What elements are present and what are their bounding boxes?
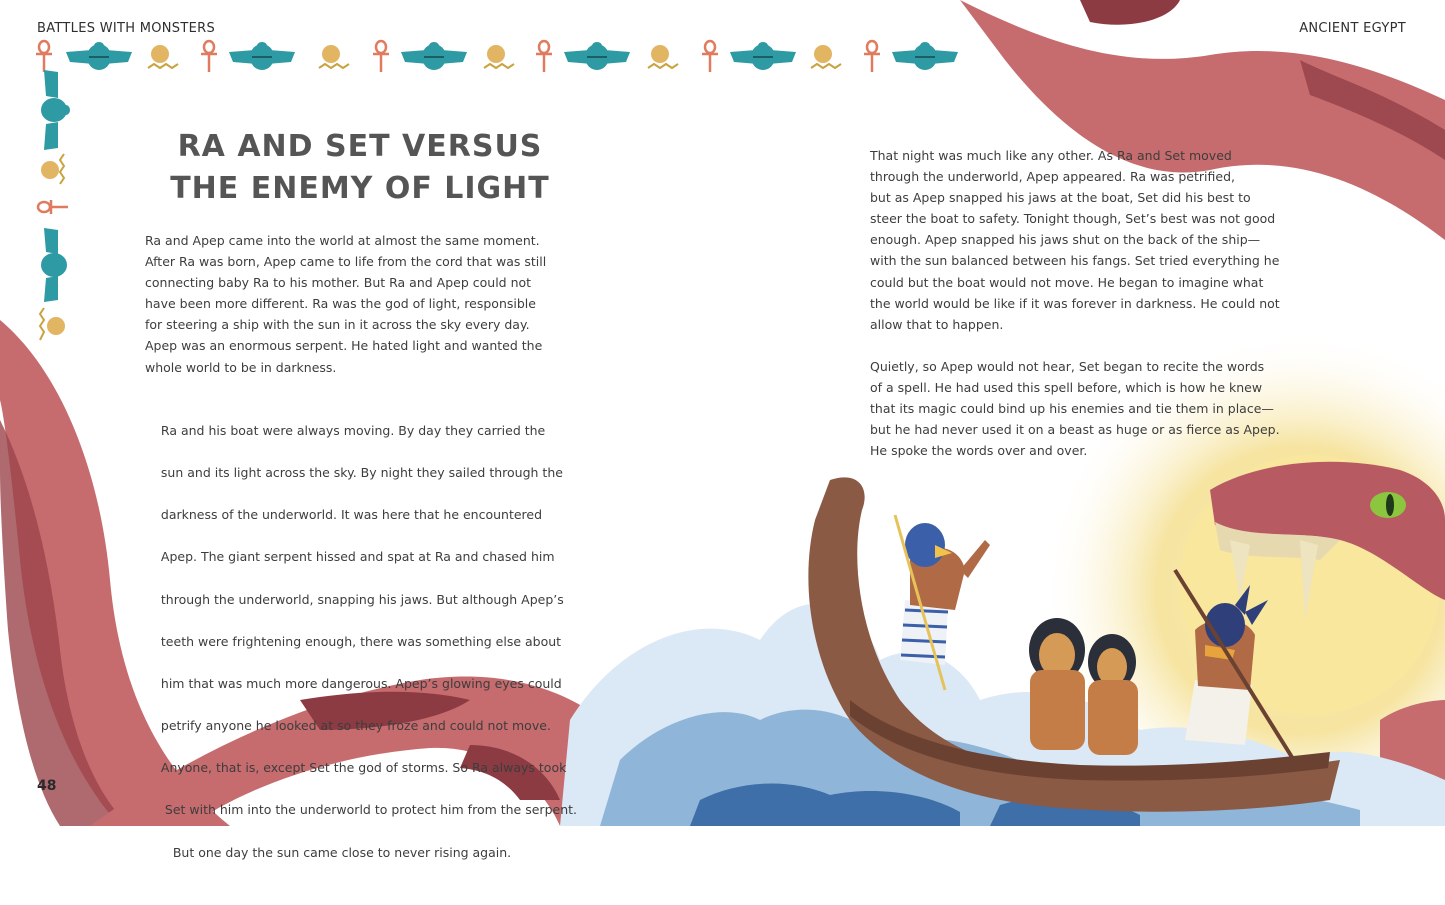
ankh-icon	[536, 41, 552, 72]
winged-scarab-icon	[564, 42, 630, 70]
sun-disc-icon	[148, 45, 178, 68]
paragraph	[145, 230, 585, 378]
paragraph	[145, 399, 585, 884]
text-line: Anyone, that is, except Set the god of storms. So Ra always took	[160, 760, 567, 776]
ankh-icon	[864, 41, 880, 72]
running-head-right: ANCIENT EGYPT	[1299, 21, 1406, 36]
ankh-icon	[38, 200, 68, 214]
text-line: teeth were frightening enough, there was something else about	[160, 633, 562, 649]
text-line: that its magic could bind up his enemies and tie them in place—	[870, 401, 1274, 417]
sun-disc-icon	[811, 45, 841, 68]
ankh-icon	[702, 41, 718, 72]
text-line: petrify anyone he looked at so they froze and could not move.	[160, 718, 551, 734]
text-line: through the underworld, Apep appeared. Ra was petrified,	[870, 169, 1235, 185]
sun-disc-icon	[41, 154, 64, 184]
text-line: That night was much like any other. As Ra and Set moved	[870, 148, 1232, 163]
text-line: connecting baby Ra to his mother. But Ra and Apep could not	[145, 275, 532, 291]
text-line: Set with him into the underworld to protect him from the serpent.	[160, 802, 577, 818]
text-line: Ra and Apep came into the world at almost the same moment.	[145, 233, 540, 248]
title-line-2: THE ENEMY OF LIGHT	[170, 171, 550, 206]
left-text-column	[145, 230, 585, 905]
ankh-icon	[201, 41, 217, 72]
text-line: the world would be like if it was forever in darkness. He could not	[870, 295, 1280, 311]
right-text-column	[870, 145, 1310, 482]
hieroglyph-border-top	[36, 38, 976, 74]
hieroglyph-border-left	[36, 70, 72, 350]
page-number: 48	[37, 778, 57, 794]
text-line: steer the boat to safety. Tonight though, Set’s best was not good	[870, 211, 1276, 227]
winged-scarab-icon	[730, 42, 796, 70]
winged-scarab-icon	[41, 70, 70, 150]
text-line: Apep was an enormous serpent. He hated light and wanted the	[145, 338, 543, 354]
paragraph	[870, 145, 1310, 335]
text-line: but he had never used it on a beast as huge or as fierce as Apep.	[870, 422, 1280, 438]
title-line-1: RA AND SET VERSUS	[177, 129, 543, 164]
text-line: Ra and his boat were always moving. By day they carried the	[160, 422, 546, 438]
text-line: He spoke the words over and over.	[870, 443, 1088, 459]
text-line: enough. Apep snapped his jaws shut on the back of the ship—	[870, 232, 1261, 248]
sun-disc-icon	[484, 45, 514, 68]
ankh-icon	[373, 41, 389, 72]
text-line: sun and its light across the sky. By night they sailed through the	[160, 464, 563, 480]
text-line: Quietly, so Apep would not hear, Set began to recite the words	[870, 358, 1265, 374]
text-line: through the underworld, snapping his jaws. But although Apep’s	[160, 591, 564, 607]
page-title	[145, 126, 575, 210]
text-line: for steering a ship with the sun in it across the sky every day.	[145, 317, 530, 333]
sun-disc-icon	[40, 308, 65, 340]
winged-scarab-icon	[892, 42, 958, 70]
text-line: Apep. The giant serpent hissed and spat at Ra and chased him	[160, 549, 555, 565]
text-line: darkness of the underworld. It was here that he encountered	[160, 507, 543, 523]
text-line: allow that to happen.	[870, 316, 1004, 332]
text-line: with the sun balanced between his fangs. Set tried everything he	[870, 253, 1280, 269]
sun-disc-icon	[648, 45, 678, 68]
winged-scarab-icon	[41, 228, 67, 302]
winged-scarab-icon	[66, 42, 132, 70]
text-line: of a spell. He had used this spell before, which is how he knew	[870, 379, 1263, 395]
sun-disc-icon	[319, 45, 349, 68]
paragraph	[870, 356, 1310, 461]
ankh-icon	[36, 41, 52, 72]
text-line: could but the boat would not move. He began to imagine what	[870, 274, 1264, 290]
text-line: but as Apep snapped his jaws at the boat, Set did his best to	[870, 190, 1251, 206]
text-line: him that was much more dangerous. Apep’s glowing eyes could	[160, 675, 562, 691]
running-head-left: BATTLES WITH MONSTERS	[37, 21, 215, 36]
text-line: have been more different. Ra was the god of light, responsible	[145, 296, 536, 312]
winged-scarab-icon	[401, 42, 467, 70]
text-line: whole world to be in darkness.	[145, 359, 337, 375]
winged-scarab-icon	[229, 42, 295, 70]
text-line: After Ra was born, Apep came to life from the cord that was still	[145, 254, 547, 270]
text-line: But one day the sun came close to never rising again.	[160, 844, 512, 860]
